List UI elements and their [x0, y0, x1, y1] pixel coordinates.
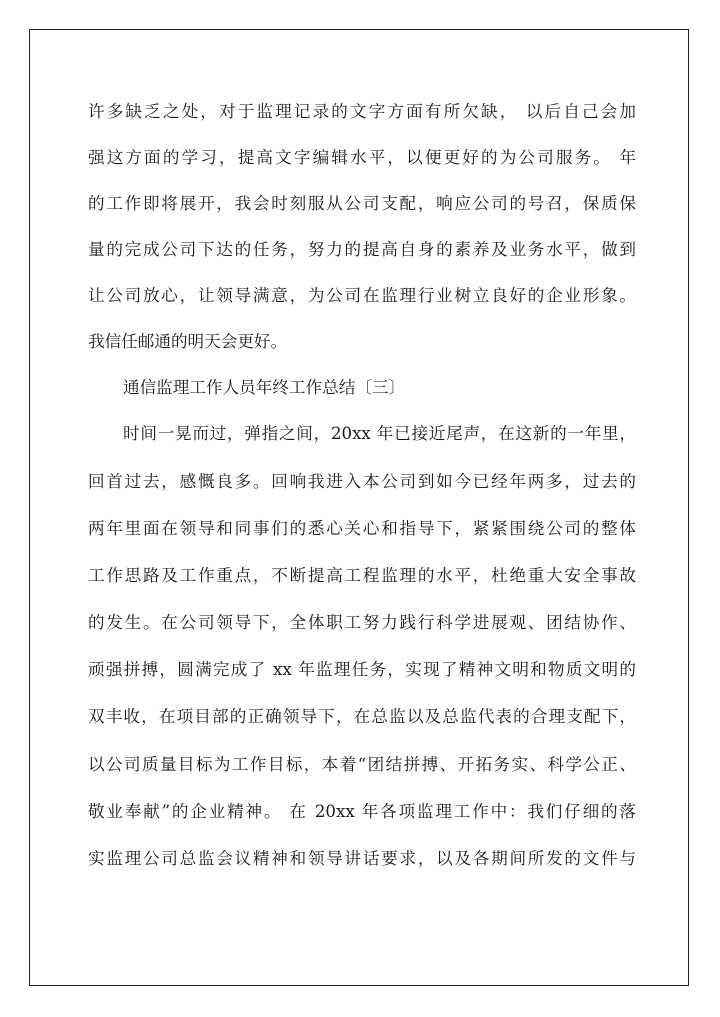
paragraph-line: 双丰收，在项目部的正确领导下，在总监以及总监代表的合理支配下， [88, 707, 636, 726]
paragraph-line: 时间一晃而过，弹指之间，20xx 年已接近尾声，在这新的一年里， [123, 424, 636, 443]
paragraph-line: 许多缺乏之处，对于监理记录的文字方面有所欠缺， 以后自己会加 [88, 102, 636, 121]
paragraph-line: 强这方面的学习，提高文字编辑水平，以便更好的为公司服务。 年 [88, 148, 636, 167]
paragraph-line: 以公司质量目标为工作目标，本着“团结拼搏、开拓务实、科学公正、 [88, 755, 636, 774]
paragraph-line: 两年里面在领导和同事们的悉心关心和指导下，紧紧围绕公司的整体 [88, 519, 636, 538]
paragraph-line: 的发生。在公司领导下，全体职工努力践行科学进展观、团结协作、 [88, 613, 636, 632]
paragraph-line: 量的完成公司下达的任务，努力的提高自身的素养及业务水平，做到 [88, 240, 636, 259]
paragraph-line: 顽强拼搏，圆满完成了 xx 年监理任务，实现了精神文明和物质文明的 [88, 660, 636, 679]
paragraph-line: 我信任邮通的明天会更好。 [88, 332, 288, 351]
section-heading: 通信监理工作人员年终工作总结〔三〕 [123, 378, 406, 397]
paragraph-line: 的工作即将展开，我会时刻服从公司支配，响应公司的号召，保质保 [88, 194, 636, 213]
paragraph-line: 让公司放心，让领导满意，为公司在监理行业树立良好的企业形象。 [88, 286, 636, 305]
paragraph-line: 实监理公司总监会议精神和领导讲话要求，以及各期间所发的文件与 [88, 849, 636, 868]
paragraph-line: 工作思路及工作重点，不断提高工程监理的水平，杜绝重大安全事故 [88, 566, 636, 585]
paragraph-line: 敬业奉献”的企业精神。 在 20xx 年各项监理工作中：我们仔细的落 [88, 802, 636, 821]
paragraph-line: 回首过去，感慨良多。回响我进入本公司到如今已经年两多，过去的 [88, 472, 636, 491]
